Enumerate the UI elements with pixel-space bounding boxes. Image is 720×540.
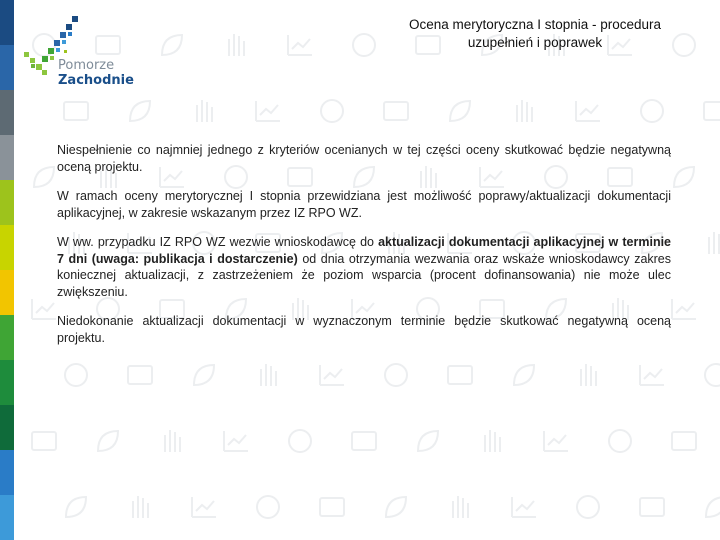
stripe-segment	[0, 0, 14, 45]
pattern-icon	[65, 364, 87, 386]
pattern-icon	[581, 364, 596, 386]
pattern-icon	[256, 101, 280, 121]
logo-text-line2: Zachodnie	[58, 73, 134, 88]
pattern-icon	[197, 100, 212, 122]
logo-square	[68, 32, 72, 36]
stripe-segment	[0, 270, 14, 315]
pattern-icon	[98, 431, 118, 451]
pattern-icon	[32, 299, 56, 319]
logo-square	[54, 40, 60, 46]
pattern-icon	[386, 497, 406, 517]
stripe-segment	[0, 225, 14, 270]
pattern-icon	[418, 431, 438, 451]
paragraph-consequence: Niedokonanie aktualizacji dokumentacji w wyznaczonym terminie będzie skutkować negatywną oceną projektu.	[57, 314, 671, 345]
pattern-icon	[320, 365, 344, 385]
logo-square	[64, 50, 67, 53]
pattern-icon	[672, 299, 696, 319]
paragraph-summons	[57, 234, 671, 300]
logo-square	[62, 40, 66, 44]
pattern-icon	[289, 430, 311, 452]
pattern-icon	[641, 100, 663, 122]
pattern-icon	[66, 497, 86, 517]
logo-square	[42, 56, 48, 62]
stripe-segment	[0, 450, 14, 495]
stripe-segment	[0, 90, 14, 135]
pattern-icon	[194, 365, 214, 385]
stripe-segment	[0, 405, 14, 450]
pattern-icon	[576, 101, 600, 121]
logo-square	[60, 32, 66, 38]
logo-text-line1: Pomorze	[58, 58, 115, 73]
pattern-icon	[609, 430, 631, 452]
pattern-icon	[706, 497, 720, 517]
logo-square	[36, 64, 42, 70]
pattern-icon	[705, 364, 720, 386]
pattern-icon	[224, 431, 248, 451]
pattern-icon	[130, 101, 150, 121]
pattern-icon	[165, 430, 180, 452]
stripe-segment	[0, 180, 14, 225]
logo-square	[31, 64, 35, 68]
brand-color-stripe	[0, 0, 14, 540]
logo-square	[48, 48, 54, 54]
pattern-icon	[448, 366, 472, 384]
pomorze-zachodnie-logo	[22, 12, 142, 92]
pattern-icon	[517, 100, 532, 122]
stripe-segment	[0, 135, 14, 180]
paragraph-summons-part3: od dnia otrzymania wezwania oraz wskaże wnioskodawcy zakres koniecznej aktualizacji, z zastrzeżeniem że poziom wsparcia (procent dofinansowania) nie może ulec zwiększeniu.	[57, 251, 672, 299]
pattern-icon	[288, 35, 312, 55]
logo-square	[30, 58, 35, 63]
slide-title	[370, 16, 700, 52]
pattern-icon	[192, 497, 216, 517]
pattern-icon	[709, 232, 720, 254]
slide-body	[57, 142, 671, 359]
logo-square	[24, 52, 29, 57]
pattern-icon	[544, 431, 568, 451]
logo-square	[66, 24, 72, 30]
paragraph-correction-option: W ramach oceny merytorycznej I stopnia przewidziana jest możliwość poprawy/aktualizacji dokumentacji aplikacyjnej, w zakresie wskazanym przez IZ RPO WZ.	[57, 189, 671, 220]
pattern-icon	[32, 432, 56, 450]
logo-square	[42, 70, 47, 75]
paragraph-summons-bold: aktualizacji dokumentacji aplikacyjnej w terminie 7 dni (uwaga: publikacja i dostarczenie)	[57, 235, 671, 266]
pattern-icon	[162, 35, 182, 55]
pattern-icon	[34, 167, 54, 187]
pattern-icon	[453, 496, 468, 518]
logo-square	[50, 56, 54, 60]
stripe-segment	[0, 45, 14, 90]
pattern-icon	[257, 496, 279, 518]
slide-title-line1: Ocena merytoryczna I stopnia - procedura	[408, 17, 662, 32]
pattern-icon	[704, 102, 720, 120]
pattern-icon	[128, 366, 152, 384]
logo-square	[56, 48, 60, 52]
pattern-icon	[229, 34, 244, 56]
pattern-icon	[640, 365, 664, 385]
pattern-icon	[320, 498, 344, 516]
stripe-segment	[0, 315, 14, 360]
pattern-icon	[577, 496, 599, 518]
pattern-icon	[640, 498, 664, 516]
pattern-icon	[514, 365, 534, 385]
stripe-segment	[0, 495, 14, 540]
pattern-icon	[133, 496, 148, 518]
logo-square	[72, 16, 78, 22]
pattern-icon	[261, 364, 276, 386]
paragraph-summons-part1: W ww. przypadku IZ RPO WZ wezwie wnioskodawcę do	[57, 235, 379, 249]
pattern-icon	[352, 432, 376, 450]
pattern-icon	[672, 432, 696, 450]
pattern-icon	[485, 430, 500, 452]
slide-title-line2: uzupełnień i poprawek	[467, 35, 603, 50]
pattern-icon	[385, 364, 407, 386]
pattern-icon	[321, 100, 343, 122]
pattern-icon	[64, 102, 88, 120]
pattern-icon	[674, 167, 694, 187]
pattern-icon	[384, 102, 408, 120]
paragraph-criteria: Niespełnienie co najmniej jednego z kryteriów ocenianych w tej części oceny skutkować będzie negatywną oceną projektu.	[57, 143, 671, 174]
pattern-icon	[450, 101, 470, 121]
pattern-icon	[512, 497, 536, 517]
stripe-segment	[0, 360, 14, 405]
